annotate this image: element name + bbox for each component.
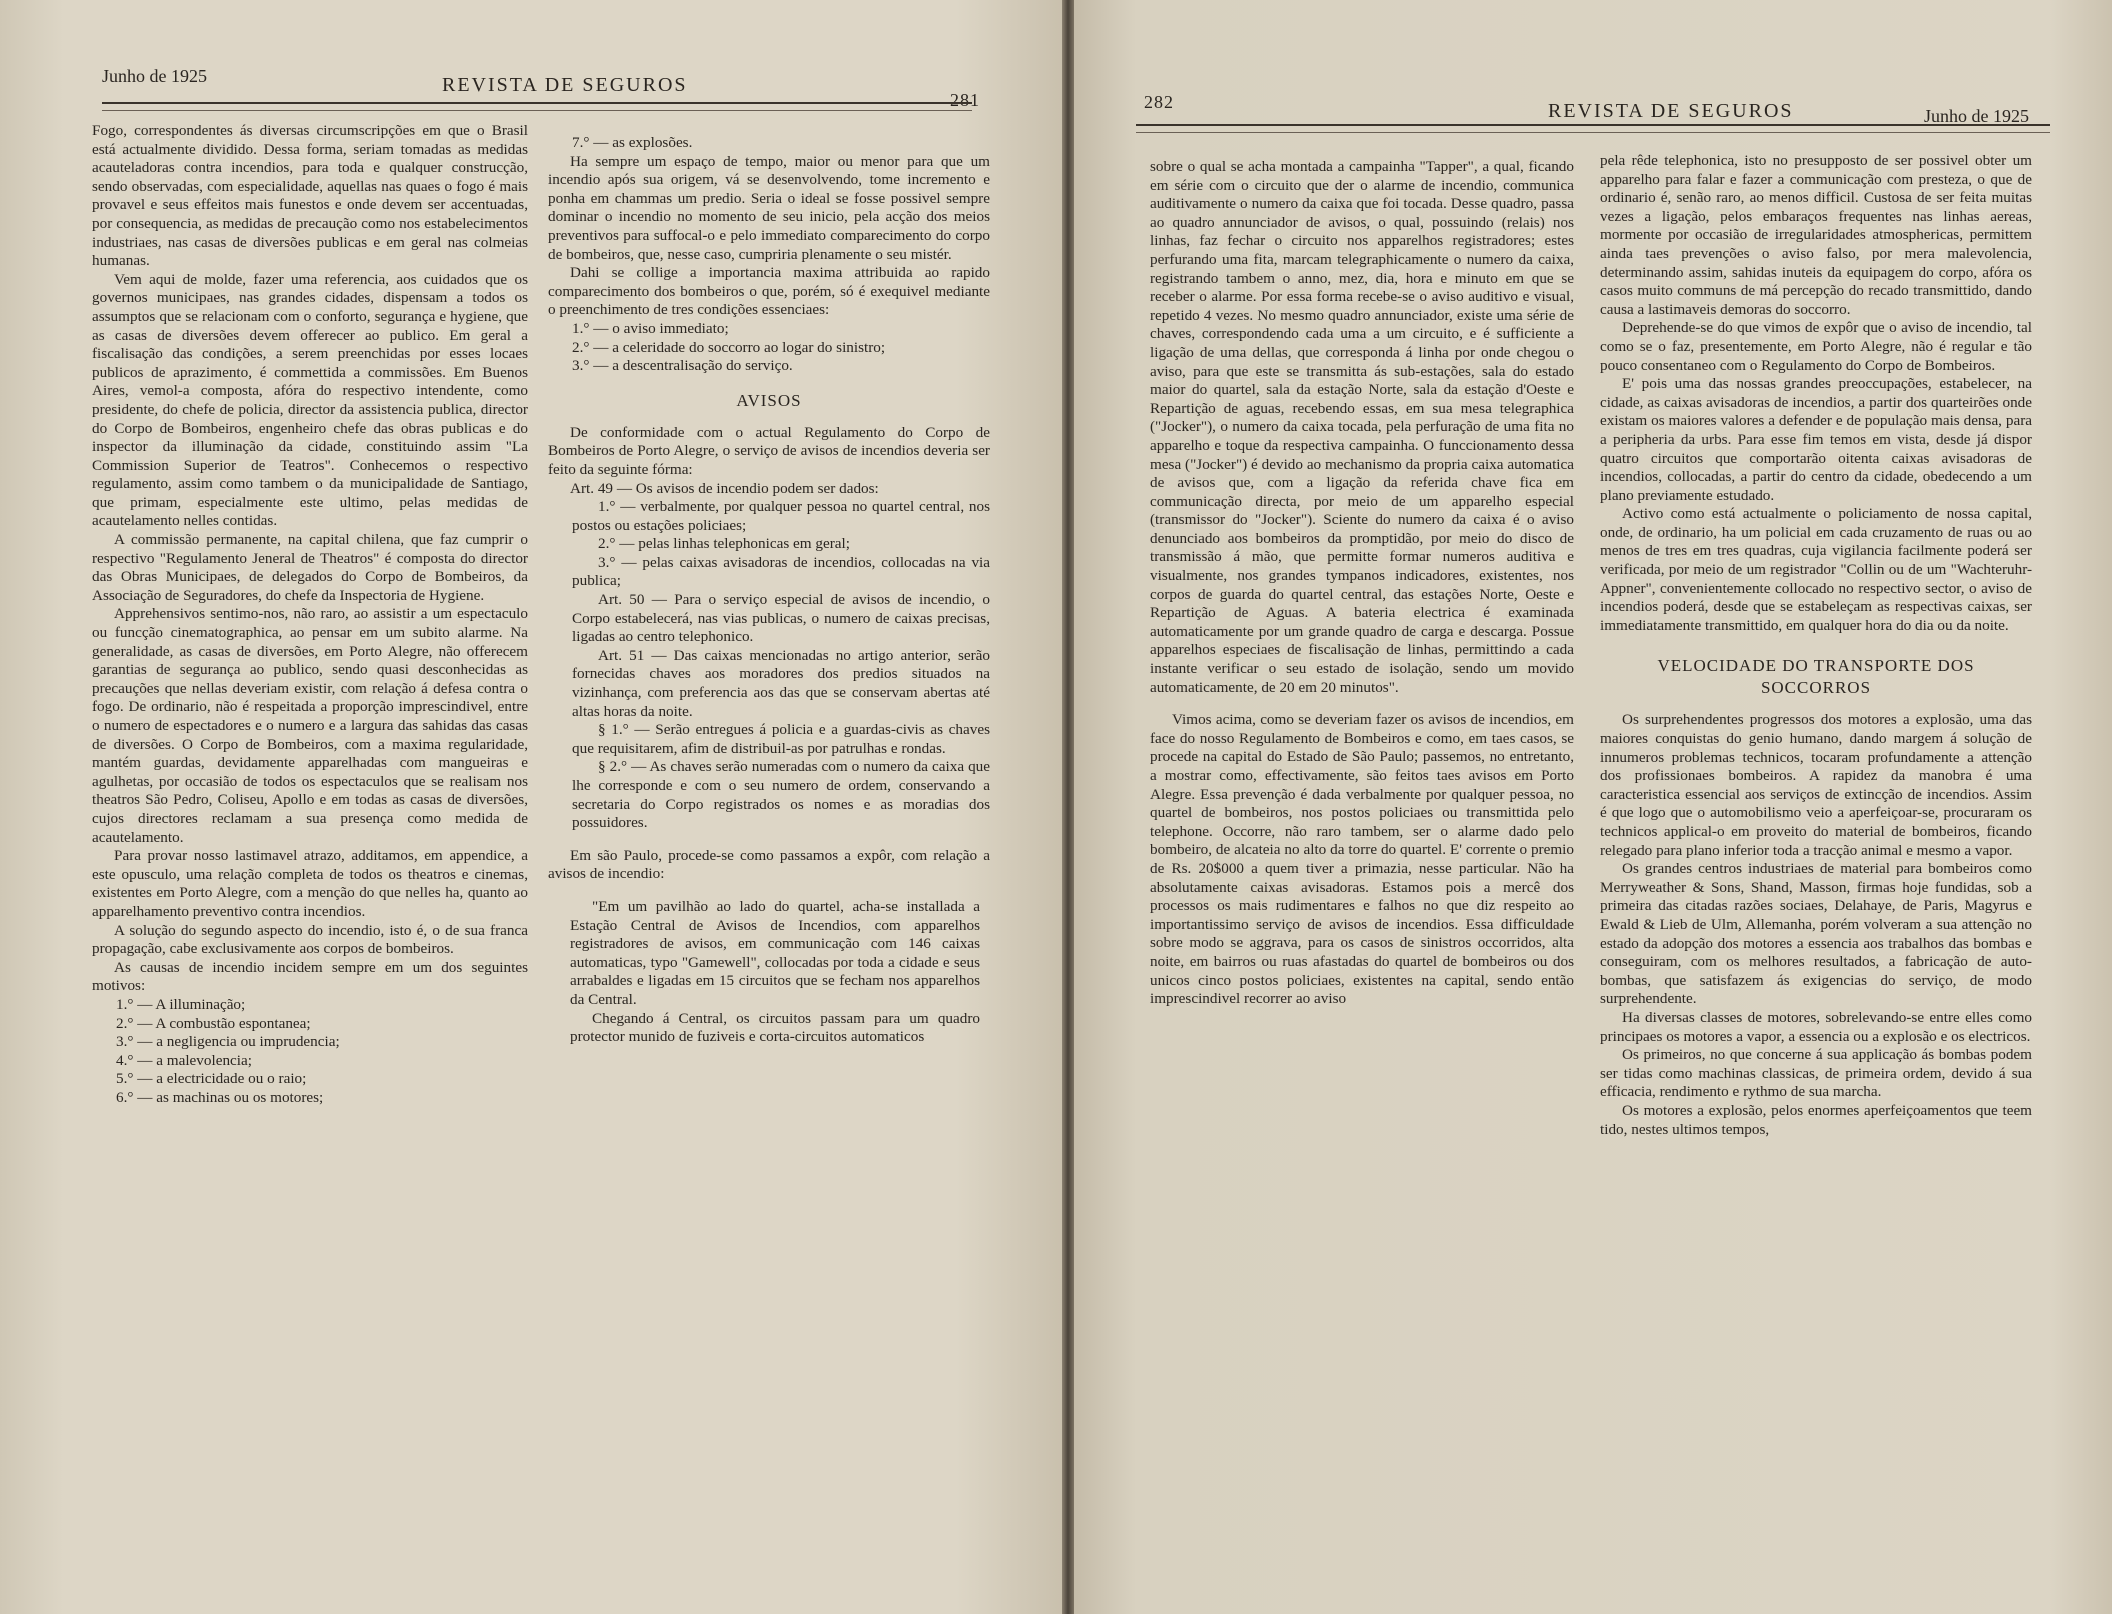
header-title: REVISTA DE SEGUROS xyxy=(1548,100,1794,122)
paragraph: Vimos acima, como se deveriam fazer os avisos de incendios, em face do nosso Regulamento de Bombeiros e como, em taes casos, se procede na capital do Estado de São Paulo; passemos, no entretanto, a mostrar como, effectivamente, são feitos taes avisos em Porto Alegre. Essa prevenção é dada verbalmente por qualquer pessoa, no quartel de bombeiros, nos postos policiaes ou transmittida pelo telephone. Occorre, não raro tambem, ser o alarme dado pelo bombeiro, de alcateia no alto da torre do quartel. E' corrente o premio de Rs. 20$000 a quem tiver a primazia, nesse particular. Não ha absolutamente caixas avisadoras. Estamos pois a mercê dos processos os mais rudimentares e falhos no que diz respeito ao importantissimo serviço de avisos de incendios. Essa difficuldade sobre modo se aggrava, para os casos de sinistros occorridos, alta noite, em bairros ou ruas afastadas do quartel de bombeiros ou dos unicos cinco postos policiaes, existentes na capital, sendo então imprescindivel recorrer ao aviso xyxy=(1150,711,1574,1008)
section-heading-avisos: AVISOS xyxy=(736,390,802,410)
list-item: 3.° — pelas caixas avisadoras de incendios, collocadas na via publica; xyxy=(572,553,990,590)
paragraph: Ha diversas classes de motores, sobrelevando-se entre elles como principaes os motores a vapor, a essencia ou a explosão e os electricos. xyxy=(1600,1008,2032,1045)
paragraph: Ha sempre um espaço de tempo, maior ou menor para que um incendio após sua origem, vá se desenvolvendo, tome incremento e ponha em chammas um predio. Seria o ideal se fosse possivel sempre dominar o incendio no momento de seu inicio, pela acção dos meios preventivos para suffocal-o e pelo immediato comparecimento do corpo de bombeiros, que, nesse caso, cumpriria plenamente o seu mistér. xyxy=(548,152,990,263)
list-item: 3.° — a descentralisação do serviço. xyxy=(572,357,793,375)
paragraph: sobre o qual se acha montada a campainha "Tapper", a qual, ficando em série com o circuito que der o alarme de incendio, communica auditivamente o numero da caixa que foi tocada. Desse quadro, passa ao quadro annunciador de avisos, o qual, possuindo (relais) nos linhas, faz fechar o circuito nos apparelhos registradores; estes perfurando uma fita, marcam telegraphicamente o numero da caixa, registrando tambem o anno, mez, dia, hora e minuto em que se receber o alarme. Por essa forma recebe-se o aviso auditivo e visual, repetido 4 vezes. No mesmo quadro annunciador, existe uma série de chaves, correspondendo cada uma a um circuito, e é sufficiente a ligação de uma dellas, que corresponda á linha por onde chegou o aviso, para que este se transmitta ás sub-estações, sala do estado maior do quartel, sala da estação Norte, sala da estação d'Oeste e Repartição de aguas, recebendo essas, em sua mesa telegraphica ("Jocker"), o numero da caixa tocada, pela perfuração de uma fita no apparelho e toque da respectiva campainha. O funccionamento dessa mesa ("Jocker") é devido ao mechanismo da propria caixa automatica de avisos que, com a ligação da referida chave fica em communicação directa, por meio de um apparelho especial (transmissor do "Jocker"). Sciente do numero da caixa é o aviso denunciado aos bombeiros da promptidão, por meio do disco de transmissão á mão, que permitte formar numeros auditiva e visualmente, nos grandes tympanos indicadores, existentes, nos corpos de guarda do quartel central, das estações Norte, Oeste e Repartição de Aguas. A bateria electrica é examinada automaticamente por um grande quadro de carga e descarga. Possue apparelhos especiaes de fiscalisação de linhas, permittindo a cada instante verificar o seu estado de isolação, sendo um movido automaticamente, de 20 em 20 minutos". xyxy=(1150,158,1574,696)
list-item: 1.° — o aviso immediato; xyxy=(572,319,729,337)
quote-paragraph: Chegando á Central, os circuitos passam para um quadro protector munido de fuziveis e corta-circuitos automaticos xyxy=(570,1009,980,1046)
paragraph: Apprehensivos sentimo-nos, não raro, ao assistir a um espectaculo ou funcção cinematographica, ao pensar em um subito alarme. Na generalidade, as casas de diversões, em Porto Alegre, não offerecem garantias de segurança ao publico, sendo quasi desconhecidas as precauções que nellas deveriam existir, com relação á defesa contra o fogo. De ordinario, não é respeitada a proporção imprescindivel, entre o numero de espectadores e o numero e a largura das sahidas das casas de diversões. O Corpo de Bombeiros, com a maxima regularidade, mantém guardas, devidamente apparelhadas com mangueiras e agulhetas, por occasião de todos os espectaculos que se realisam nos theatros São Pedro, Coliseu, Apollo e em todas as casas de diversões, cujos directores reclamam a sua presença como medida de acautelamento. xyxy=(92,605,528,846)
paragraph: As causas de incendio incidem sempre em um dos seguintes motivos: xyxy=(92,958,528,995)
paragraph: Art. 49 — Os avisos de incendio podem ser dados: xyxy=(570,479,879,497)
header-title: REVISTA DE SEGUROS xyxy=(442,74,688,96)
right-page-header xyxy=(1136,62,2050,126)
right-column-2 xyxy=(1600,152,2032,1139)
header-rule xyxy=(102,102,972,111)
paragraph: Em são Paulo, procede-se como passamos a expôr, com relação a avisos de incendio: xyxy=(548,846,990,883)
list-item: 4.° — a malevolencia; xyxy=(116,1051,252,1069)
section-heading-velocidade: VELOCIDADE DO TRANSPORTE DOS SOCCORROS xyxy=(1657,656,1975,698)
paragraph: Os grandes centros industriaes de material para bombeiros como Merryweather & Sons, Shand, Masson, firmas hoje fundidas, sob a primeira das citadas razões sociaes, Delahaye, de Paris, Magyrus e Ewald & Lieb de Ulm, Allemanha, porém volveram a sua attenção no estado da adopção dos motores a essencia aos trabalhos das bombas e conseguiram, com os melhores resultados, a fabricação de auto-bombas, que satisfazem ás exigencias do serviço, de modo surprehendente. xyxy=(1600,860,2032,1008)
list-item: 2.° — pelas linhas telephonicas em geral; xyxy=(598,535,850,553)
paragraph: Dahi se collige a importancia maxima attribuida ao rapido comparecimento dos bombeiros o que, porém, só é exequivel mediante o preenchimento de tres condições essenciaes: xyxy=(548,264,990,319)
header-date: Junho de 1925 xyxy=(1924,106,2029,126)
paragraph: Os surprehendentes progressos dos motores a explosão, uma das maiores conquistas do genio humano, dando margem á solução de innumeros problemas technicos, tocaram profundamente a attenção dos profissionaes bombeiros. A rapidez da manobra é uma caracteristica essencial aos serviços de extincção de incendios. Assim é que logo que o automobilismo veio a aperfeiçoar-se, procuraram os technicos applical-o em proveito do material de bombeiros, ficando relegado para plano inferior toda a tracção animal e mesmo a vapor. xyxy=(1600,711,2032,859)
list-item: 1.° — verbalmente, por qualquer pessoa no quartel central, nos postos ou estações policiaes; xyxy=(572,498,990,534)
paragraph: Activo como está actualmente o policiamento de nossa capital, onde, de ordinario, ha um policial em cada cruzamento de ruas ou ao menos de tres em tres quadras, cuja vigilancia facilmente poderá ser verificada, por meio de um registrador "Collin ou de um "Wachteruhr-Appner", convenientemente collocado no respectivo sector, o aviso de incendios poderá, desde que se estabeleçam as respectivas caixas, ser immediatamente transmittido, em qualquer hora do dia ou da noite. xyxy=(1600,505,2032,634)
header-rule xyxy=(1136,124,2050,133)
page-number: 281 xyxy=(950,90,980,110)
paragraph: Art. 50 — Para o serviço especial de avisos de incendio, o Corpo estabelecerá, nas vias publicas, o numero de caixas precisas, ligadas ao centro telephonico. xyxy=(572,591,990,646)
quote-paragraph: "Em um pavilhão ao lado do quartel, acha-se installada a Estação Central de Avisos de Incendios, com apparelhos registradores de avisos, em communicação com 146 caixas automaticas, typo "Gamewell", collocadas por toda a cidade e seus arrabaldes e ligadas em 15 circuitos que se fecham nos apparelhos da Central. xyxy=(570,897,980,1008)
right-column-1 xyxy=(1150,158,1574,1009)
paragraph: Os primeiros, no que concerne á sua applicação ás bombas podem ser tidas como machinas classicas, de primeira ordem, devido á sua efficacia, rendimento e rythmo de sua marcha. xyxy=(1600,1046,2032,1101)
paragraph: § 1.° — Serão entregues á policia e a guardas-civis as chaves que requisitarem, afim de distribuil-as por patrulhas e rondas. xyxy=(572,721,990,757)
paragraph: Fogo, correspondentes ás diversas circumscripções em que o Brasil está actualmente dividido. Dessa forma, seriam tomadas as medidas acauteladoras contra incendios, para toda e qualquer construcção, sendo observadas, com especialidade, aquellas nas quaes o fogo é mais provavel e seus effeitos mais funestos e onde devem ser accentuadas, por consequencia, as medidas de precaução como nos estabelecimentos industriaes, nas casas de diversões publicas e em geral nas colmeias humanas. xyxy=(92,122,528,270)
book-gutter xyxy=(1062,0,1074,1614)
right-page xyxy=(1074,0,2112,1614)
paragraph: § 2.° — As chaves serão numeradas com o numero da caixa que lhe corresponde e com o seu numero de ordem, conservando a secretaria do Corpo registrados os nomes e as moradias dos possuidores. xyxy=(572,758,990,832)
header-date: Junho de 1925 xyxy=(102,66,207,86)
list-item: 2.° — a celeridade do soccorro ao logar do sinistro; xyxy=(572,338,886,356)
paragraph: pela rêde telephonica, isto no presupposto de ser possivel obter um apparelho para falar e fazer a communicação com presteza, o que de ordinario é, senão raro, ao menos difficil. Custosa de ser feita muitas vezes a ligação, pelos embaraços frequentes nas linhas aereas, mormente por occasião de irregularidades atmosphericas, permittem ainda taes prevenções o aviso falso, por mera malevolencia, determinando assim, sahidas inuteis da equipagem do corpo, afóra os casos muito communs de má percepção do recado transmittido, dando causa a lastimaveis demoras do soccorro. xyxy=(1600,152,2032,318)
list-item: 3.° — a negligencia ou imprudencia; xyxy=(116,1033,340,1051)
paragraph: Deprehende-se do que vimos de expôr que o aviso de incendio, tal como se o faz, presentemente, em Porto Alegre, não é regular e tão pouco consentaneo com o Regulamento do Corpo de Bombeiros. xyxy=(1600,319,2032,374)
paragraph: A commissão permanente, na capital chilena, que faz cumprir o respectivo "Regulamento Jeneral de Theatros" é composta do director das Obras Municipaes, de delegados do Corpo de Bombeiros, da Associação de Seguradores, do chefe da Inspectoria de Hygiene. xyxy=(92,531,528,604)
paragraph: Os motores a explosão, pelos enormes aperfeiçoamentos que teem tido, nestes ultimos tempos, xyxy=(1600,1101,2032,1138)
left-column-2 xyxy=(548,134,990,1047)
list-item: 1.° — A illuminação; xyxy=(116,995,246,1013)
page-number: 282 xyxy=(1144,92,1174,112)
left-page-header xyxy=(102,62,980,112)
paragraph: Para provar nosso lastimavel atrazo, additamos, em appendice, a este opusculo, uma relação completa de todos os theatros e cinemas, existentes em Porto Alegre, com a menção do que nelles ha, quanto ao apparelhamento preventivo contra incendios. xyxy=(92,847,528,920)
list-item: 7.° — as explosões. xyxy=(572,134,693,151)
paragraph: De conformidade com o actual Regulamento do Corpo de Bombeiros de Porto Alegre, o serviço de avisos de incendios deveria ser feito da seguinte fórma: xyxy=(548,423,990,478)
list-item: 5.° — a electricidade ou o raio; xyxy=(116,1070,307,1088)
paragraph: E' pois uma das nossas grandes preoccupações, estabelecer, na cidade, as caixas avisadoras de incendios, a partir dos quarteirões onde existam os maiores valores a defender e de população mais densa, para a peripheria da urbs. Para esse fim temos em vista, desde já dispor quatro circuitos que comportarão oitenta caixas avisadoras de incendios, collocadas, a partir do centro da cidade, obedecendo a um plano previamente estudado. xyxy=(1600,375,2032,504)
left-column-1 xyxy=(92,122,528,1107)
list-item: 6.° — as machinas ou os motores; xyxy=(116,1088,324,1106)
paragraph: A solução do segundo aspecto do incendio, isto é, o de sua franca propagação, cabe exclusivamente aos corpos de bombeiros. xyxy=(92,921,528,958)
list-item: 2.° — A combustão espontanea; xyxy=(116,1014,311,1032)
paragraph: Art. 51 — Das caixas mencionadas no artigo anterior, serão fornecidas chaves aos moradores dos predios situados na vizinhança, com preferencia aos das que se conservam abertas até altas horas da noite. xyxy=(572,646,990,720)
paragraph: Vem aqui de molde, fazer uma referencia, aos cuidados que os governos municipaes, nas grandes cidades, dispensam a todos os assumptos que se relacionam com o conforto, segurança e hygiene, que as casas de diversões devem offerecer ao publico. Em geral a fiscalisação das condições, a serem preenchidas por esses locaes publicos de aprazimento, é commettida a commissões. Em Buenos Aires, vemol-a composta, afóra do respectivo intendente, como presidente, do chefe de policia, director da assistencia publica, director do Corpo de Bombeiros, engenheiro chefe das obras publicas e do inspector da illuminação da cidade, constituindo assim "La Commission Superior de Teatros". Conhecemos o respectivo regulamento, assim como tambem o da municipalidade de Santiago, que primam, especialmente este ultimo, pelas medidas de acautelamento nelles contidas. xyxy=(92,270,528,530)
